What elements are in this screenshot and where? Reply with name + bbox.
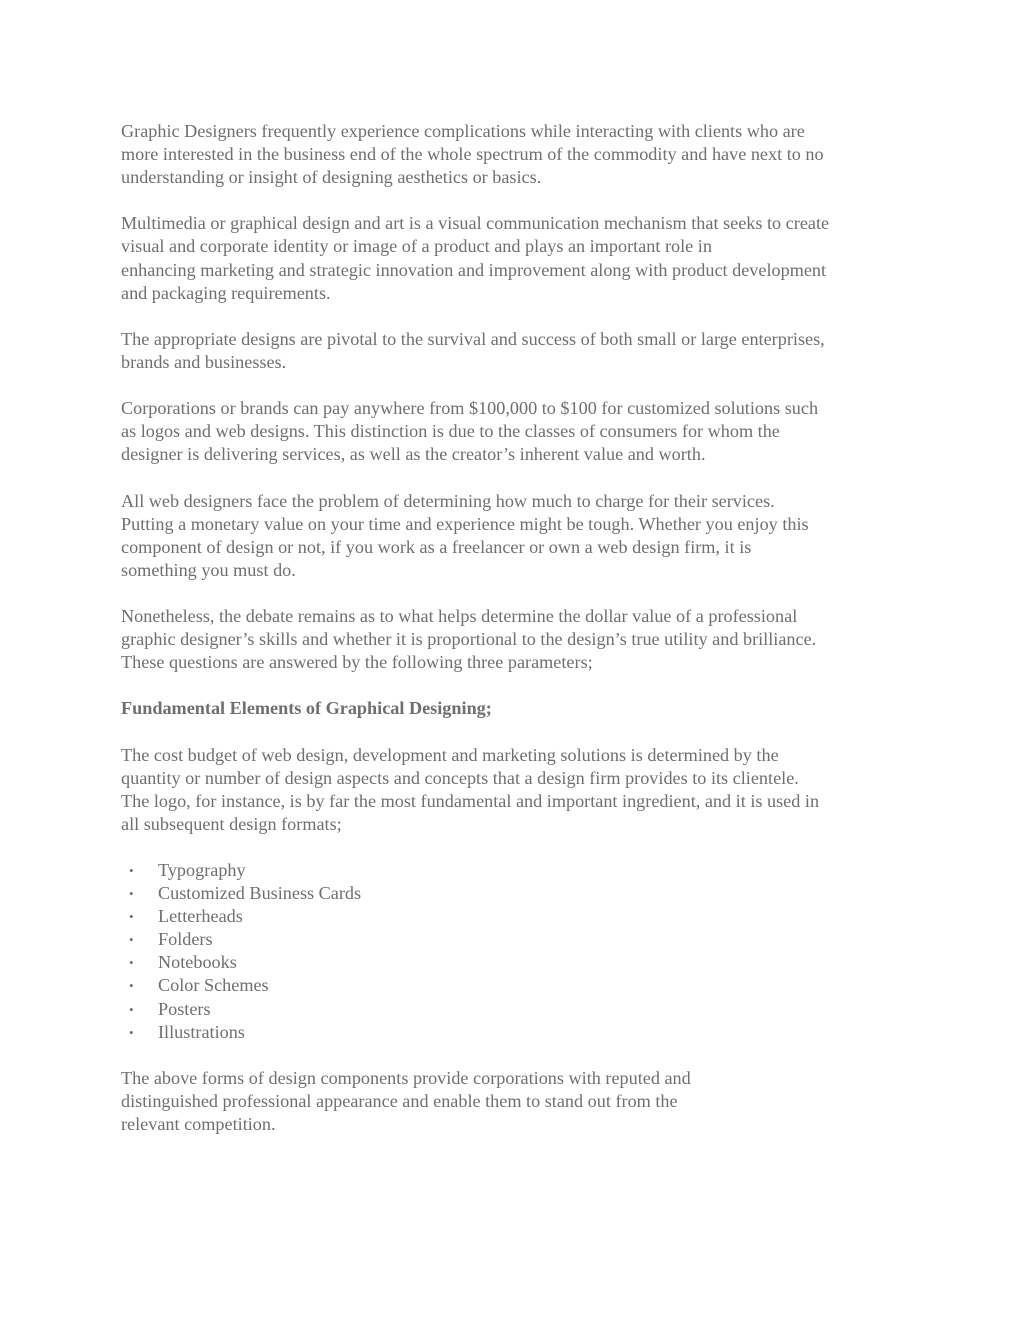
- text-line: Corporations or brands can pay anywhere from $100,000 to $100 for customized solutions such: [121, 398, 819, 419]
- bullet-icon: •: [129, 886, 134, 902]
- text-line: something you must do.: [121, 559, 296, 580]
- text-line: more interested in the business end of the whole spectrum of the commodity and have next to no: [121, 144, 824, 165]
- text-line: graphic designer’s skills and whether it is proportional to the design’s true utility and brilliance.: [121, 629, 817, 650]
- document-body: [121, 120, 911, 1159]
- list-item: [121, 859, 911, 882]
- list-item: [121, 974, 911, 997]
- text-line: relevant competition.: [121, 1114, 276, 1135]
- design-elements-list: [121, 859, 911, 1044]
- list-item-label: Illustrations: [158, 1021, 245, 1042]
- list-item-label: Typography: [158, 860, 246, 880]
- bullet-icon: •: [129, 932, 134, 948]
- text-line: brands and businesses.: [121, 351, 287, 372]
- text-line: Graphic Designers frequently experience complications while interacting with clients who are: [121, 121, 805, 141]
- list-item: [121, 882, 911, 905]
- list-item: [121, 951, 911, 974]
- list-item: [121, 1021, 911, 1044]
- paragraph-intro: [121, 120, 911, 189]
- text-line: The logo, for instance, is by far the most fundamental and important ingredient, and it is used in: [121, 790, 820, 811]
- list-item: [121, 928, 911, 951]
- bullet-icon: •: [129, 1001, 134, 1017]
- list-item: [121, 998, 911, 1021]
- section-heading: Fundamental Elements of Graphical Designing;: [121, 698, 492, 719]
- bullet-icon: •: [129, 978, 134, 994]
- paragraph-web-designers: [121, 490, 911, 582]
- text-line: The above forms of design components provide corporations with reputed and: [121, 1067, 691, 1088]
- text-line: Nonetheless, the debate remains as to what helps determine the dollar value of a professional: [121, 605, 798, 626]
- list-item-label: Notebooks: [158, 952, 237, 973]
- text-line: The appropriate designs are pivotal to the survival and success of both small or large enterprises,: [121, 328, 825, 349]
- paragraph-debate: [121, 605, 911, 674]
- text-line: The cost budget of web design, development and marketing solutions is determined by the: [121, 744, 779, 765]
- text-line: all subsequent design formats;: [121, 813, 342, 834]
- text-line: as logos and web designs. This distinction is due to the classes of consumers for whom the: [121, 421, 780, 442]
- paragraph-pricing-range: [121, 397, 911, 466]
- list-item-label: Color Schemes: [158, 975, 269, 996]
- list-item-label: Folders: [158, 929, 213, 950]
- text-line: quantity or number of design aspects and concepts that a design firm provides to its clientele.: [121, 767, 799, 788]
- bullet-icon: •: [129, 863, 134, 878]
- list-item-label: Customized Business Cards: [158, 883, 362, 904]
- text-line: designer is delivering services, as well as the creator’s inherent value and worth.: [121, 444, 706, 465]
- text-line: distinguished professional appearance and enable them to stand out from the: [121, 1090, 678, 1111]
- text-line: enhancing marketing and strategic innovation and improvement along with product development: [121, 259, 827, 280]
- text-line: visual and corporate identity or image of a product and plays an important role in: [121, 236, 712, 257]
- text-line: Putting a monetary value on your time and experience might be tough. Whether you enjoy this: [121, 513, 809, 534]
- list-item: [121, 905, 911, 928]
- bullet-icon: •: [129, 1024, 134, 1040]
- list-item-label: Letterheads: [158, 906, 243, 927]
- text-line: Multimedia or graphical design and art is a visual communication mechanism that seeks to create: [121, 213, 830, 234]
- list-item-label: Posters: [158, 998, 211, 1019]
- paragraph-appropriate-designs: [121, 328, 911, 374]
- paragraph-cost-budget: [121, 744, 911, 836]
- text-line: All web designers face the problem of determining how much to charge for their services.: [121, 490, 775, 511]
- text-line: understanding or insight of designing aesthetics or basics.: [121, 167, 542, 188]
- text-line: These questions are answered by the following three parameters;: [121, 652, 593, 673]
- bullet-icon: •: [129, 955, 134, 971]
- paragraph-conclusion: [121, 1067, 911, 1136]
- bullet-icon: •: [129, 909, 134, 925]
- paragraph-multimedia: [121, 212, 911, 304]
- text-line: component of design or not, if you work as a freelancer or own a web design firm, it is: [121, 536, 752, 557]
- text-line: and packaging requirements.: [121, 282, 331, 303]
